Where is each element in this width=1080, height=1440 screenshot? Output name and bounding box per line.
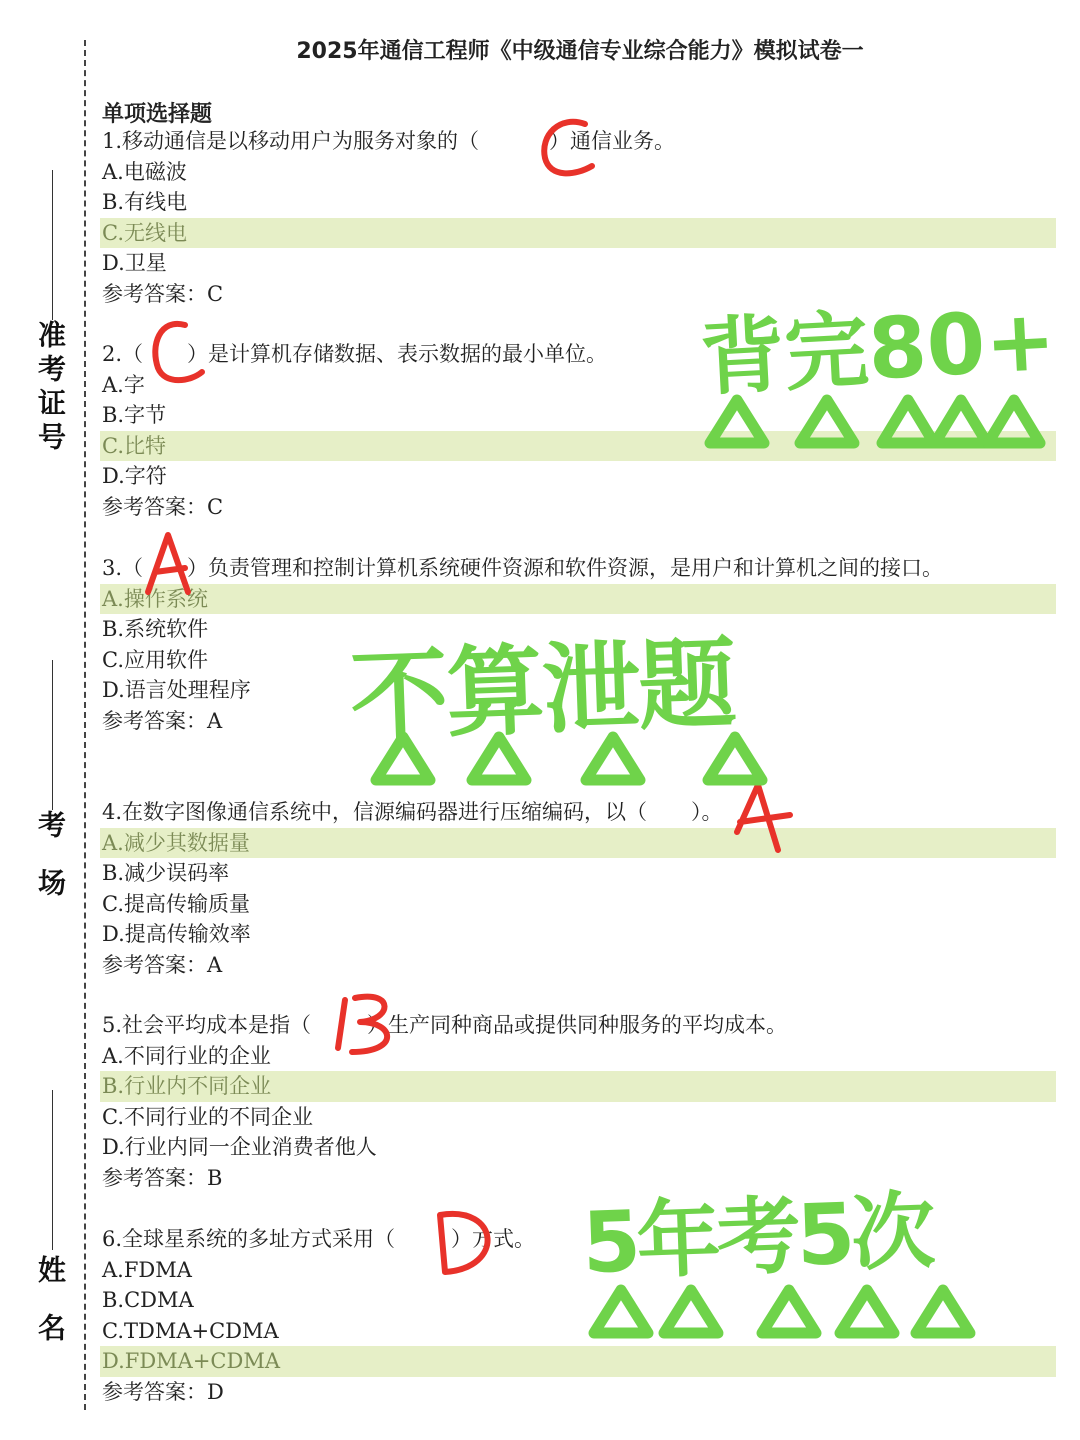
question-stem: 1.移动通信是以移动用户为服务对象的（ ）通信业务。 bbox=[102, 129, 676, 153]
option-c: C.提高传输质量 bbox=[102, 891, 250, 916]
option-c: C.应用软件 bbox=[102, 647, 208, 672]
reference-answer: 参考答案：D bbox=[102, 1379, 224, 1404]
option-d: D.提高传输效率 bbox=[102, 922, 251, 946]
option-a: A.字 bbox=[102, 372, 145, 397]
reference-answer: 参考答案：B bbox=[102, 1165, 223, 1190]
option-c: C.TDMA+CDMA bbox=[102, 1318, 279, 1343]
exam-id-label: 准考证号 bbox=[34, 320, 67, 456]
option-a: A.不同行业的企业 bbox=[102, 1043, 271, 1068]
question-4 bbox=[100, 797, 1050, 980]
venue-blank bbox=[52, 660, 53, 810]
option-b: B.系统软件 bbox=[102, 617, 209, 641]
reference-answer: 参考答案：A bbox=[102, 708, 223, 733]
name-label: 姓名 bbox=[34, 1255, 67, 1371]
option-a-correct: A.操作系统 bbox=[100, 584, 1056, 615]
option-d: D.语言处理程序 bbox=[102, 678, 251, 702]
name-blank bbox=[52, 1090, 53, 1250]
option-d: D.卫星 bbox=[102, 251, 167, 275]
option-b: B.字节 bbox=[102, 403, 167, 427]
binding-dashed-line bbox=[84, 40, 86, 1410]
option-c-correct: C.比特 bbox=[100, 431, 1056, 462]
handwritten-note-1: 背完80+ bbox=[698, 290, 1058, 408]
question-stem: 4.在数字图像通信系统中，信源编码器进行压缩编码，以（ ）。 bbox=[102, 800, 723, 824]
option-b: B.CDMA bbox=[102, 1288, 194, 1312]
reference-answer: 参考答案：C bbox=[102, 494, 224, 519]
handwritten-note-2: 不算泄题 bbox=[348, 627, 737, 755]
reference-answer: 参考答案：A bbox=[102, 952, 223, 977]
section-title: 单项选择题 bbox=[102, 102, 213, 127]
option-d-correct: D.FDMA+CDMA bbox=[100, 1346, 1056, 1377]
page-title: 2025年通信工程师《中级通信专业综合能力》模拟试卷一 bbox=[296, 39, 864, 64]
option-b: B.有线电 bbox=[102, 190, 188, 214]
question-stem: 2.（ ）是计算机存储数据、表示数据的最小单位。 bbox=[102, 342, 608, 366]
option-c-correct: C.无线电 bbox=[100, 218, 1056, 249]
question-stem: 3.（ ）负责管理和控制计算机系统硬件资源和软件资源，是用户和计算机之间的接口。 bbox=[102, 556, 944, 580]
exam-id-blank bbox=[52, 170, 53, 320]
option-d: D.字符 bbox=[102, 464, 167, 488]
option-b-correct: B.行业内不同企业 bbox=[100, 1071, 1056, 1102]
option-d: D.行业内同一企业消费者他人 bbox=[102, 1135, 377, 1159]
handwritten-note-3: 5年考5次 bbox=[580, 1181, 933, 1293]
option-a: A.电磁波 bbox=[102, 159, 187, 184]
option-a-correct: A.减少其数据量 bbox=[100, 828, 1056, 859]
option-b: B.减少误码率 bbox=[102, 861, 230, 885]
option-c: C.不同行业的不同企业 bbox=[102, 1104, 313, 1129]
venue-label: 考场 bbox=[34, 810, 67, 926]
question-stem: 5.社会平均成本是指（ ）生产同种商品或提供同种服务的平均成本。 bbox=[102, 1013, 788, 1037]
reference-answer: 参考答案：C bbox=[102, 281, 224, 306]
option-a: A.FDMA bbox=[102, 1257, 192, 1282]
question-stem: 6.全球星系统的多址方式采用（ ）方式。 bbox=[102, 1227, 536, 1251]
